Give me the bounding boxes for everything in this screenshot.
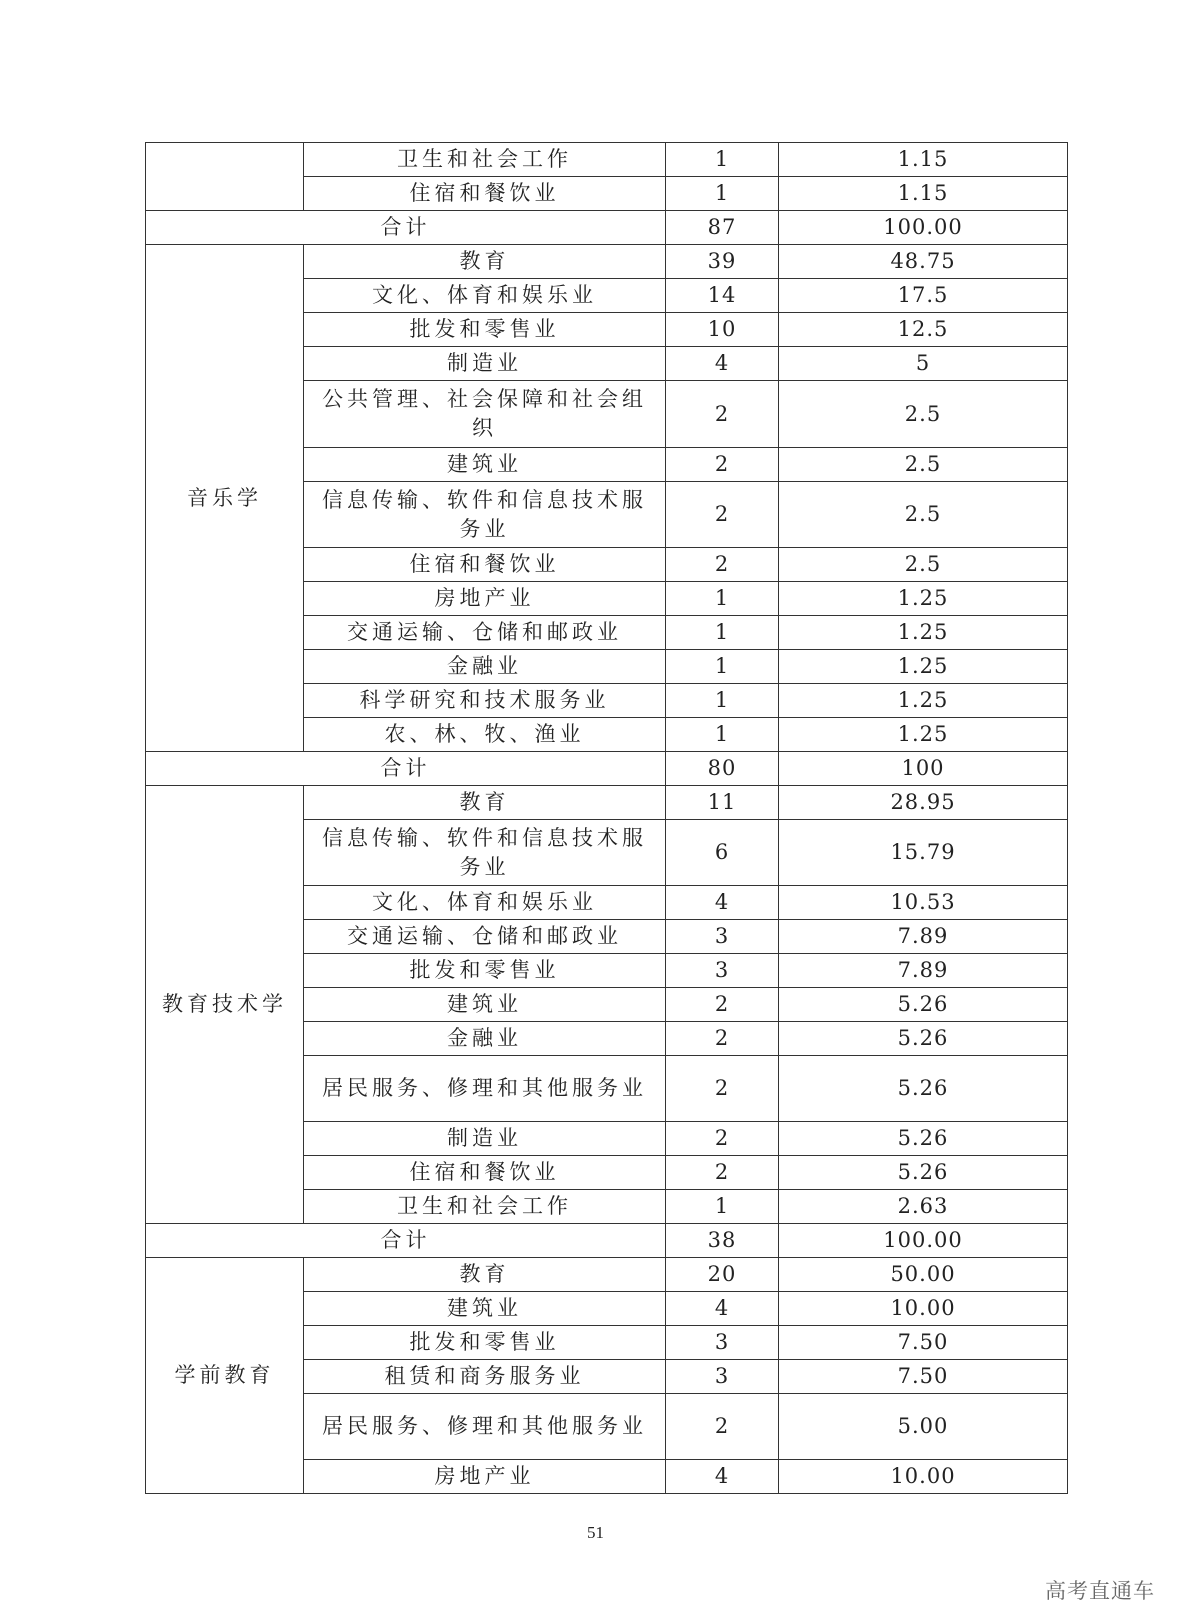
- total-percent: 100: [779, 752, 1068, 786]
- industry-cell: 制造业: [304, 347, 666, 381]
- count-cell: 10: [666, 313, 779, 347]
- industry-cell: 教育: [304, 1258, 666, 1292]
- major-cell-empty: [146, 143, 304, 211]
- industry-cell: 教育: [304, 786, 666, 820]
- count-cell: 2: [666, 1022, 779, 1056]
- count-cell: 1: [666, 143, 779, 177]
- percent-cell: 7.89: [779, 920, 1068, 954]
- count-cell: 3: [666, 954, 779, 988]
- industry-cell: 建筑业: [304, 988, 666, 1022]
- total-row: [146, 211, 1068, 245]
- table-row: [146, 245, 1068, 279]
- percent-cell: 2.5: [779, 548, 1068, 582]
- percent-cell: 1.25: [779, 718, 1068, 752]
- percent-cell: 2.5: [779, 482, 1068, 548]
- count-cell: 1: [666, 616, 779, 650]
- total-percent: 100.00: [779, 1224, 1068, 1258]
- industry-cell: 教育: [304, 245, 666, 279]
- total-label: 合计: [146, 752, 666, 786]
- total-count: 87: [666, 211, 779, 245]
- industry-cell: 建筑业: [304, 448, 666, 482]
- count-cell: 2: [666, 482, 779, 548]
- major-cell: 教育技术学: [146, 786, 304, 1224]
- percent-cell: 5.00: [779, 1394, 1068, 1460]
- percent-cell: 2.5: [779, 381, 1068, 448]
- industry-cell: 居民服务、修理和其他服务业: [304, 1394, 666, 1460]
- count-cell: 4: [666, 347, 779, 381]
- count-cell: 3: [666, 1360, 779, 1394]
- percent-cell: 10.00: [779, 1460, 1068, 1494]
- industry-cell: 农、林、牧、渔业: [304, 718, 666, 752]
- industry-cell: 科学研究和技术服务业: [304, 684, 666, 718]
- industry-cell: 住宿和餐饮业: [304, 1156, 666, 1190]
- count-cell: 1: [666, 177, 779, 211]
- industry-cell: 交通运输、仓储和邮政业: [304, 920, 666, 954]
- industry-cell: 交通运输、仓储和邮政业: [304, 616, 666, 650]
- percent-cell: 10.00: [779, 1292, 1068, 1326]
- employment-industry-table: [145, 142, 1068, 1494]
- percent-cell: 5.26: [779, 988, 1068, 1022]
- industry-cell: 制造业: [304, 1122, 666, 1156]
- total-row: [146, 752, 1068, 786]
- major-cell: 音乐学: [146, 245, 304, 752]
- count-cell: 3: [666, 1326, 779, 1360]
- industry-cell: 金融业: [304, 1022, 666, 1056]
- industry-cell: 房地产业: [304, 582, 666, 616]
- percent-cell: 15.79: [779, 820, 1068, 886]
- percent-cell: 1.25: [779, 616, 1068, 650]
- industry-cell: 租赁和商务服务业: [304, 1360, 666, 1394]
- percent-cell: 1.25: [779, 650, 1068, 684]
- industry-cell: 批发和零售业: [304, 313, 666, 347]
- count-cell: 4: [666, 1292, 779, 1326]
- industry-cell: 住宿和餐饮业: [304, 177, 666, 211]
- industry-cell: 批发和零售业: [304, 1326, 666, 1360]
- count-cell: 2: [666, 448, 779, 482]
- count-cell: 2: [666, 548, 779, 582]
- industry-cell: 卫生和社会工作: [304, 143, 666, 177]
- industry-cell: 信息传输、软件和信息技术服务业: [304, 820, 666, 886]
- percent-cell: 1.25: [779, 684, 1068, 718]
- count-cell: 1: [666, 718, 779, 752]
- percent-cell: 7.50: [779, 1326, 1068, 1360]
- percent-cell: 2.63: [779, 1190, 1068, 1224]
- percent-cell: 5.26: [779, 1056, 1068, 1122]
- percent-cell: 17.5: [779, 279, 1068, 313]
- industry-cell: 金融业: [304, 650, 666, 684]
- count-cell: 4: [666, 1460, 779, 1494]
- percent-cell: 12.5: [779, 313, 1068, 347]
- industry-cell: 房地产业: [304, 1460, 666, 1494]
- percent-cell: 5.26: [779, 1156, 1068, 1190]
- count-cell: 1: [666, 650, 779, 684]
- industry-cell: 公共管理、社会保障和社会组织: [304, 381, 666, 448]
- percent-cell: 7.89: [779, 954, 1068, 988]
- industry-cell: 信息传输、软件和信息技术服务业: [304, 482, 666, 548]
- count-cell: 1: [666, 1190, 779, 1224]
- count-cell: 39: [666, 245, 779, 279]
- total-label: 合计: [146, 211, 666, 245]
- percent-cell: 5.26: [779, 1122, 1068, 1156]
- industry-cell: 居民服务、修理和其他服务业: [304, 1056, 666, 1122]
- total-percent: 100.00: [779, 211, 1068, 245]
- count-cell: 1: [666, 684, 779, 718]
- page-number: 51: [587, 1523, 604, 1542]
- percent-cell: 10.53: [779, 886, 1068, 920]
- count-cell: 2: [666, 1122, 779, 1156]
- industry-cell: 文化、体育和娱乐业: [304, 279, 666, 313]
- table-row: [146, 786, 1068, 820]
- total-count: 38: [666, 1224, 779, 1258]
- total-row: [146, 1224, 1068, 1258]
- percent-cell: 2.5: [779, 448, 1068, 482]
- count-cell: 4: [666, 886, 779, 920]
- percent-cell: 7.50: [779, 1360, 1068, 1394]
- count-cell: 6: [666, 820, 779, 886]
- industry-cell: 卫生和社会工作: [304, 1190, 666, 1224]
- industry-cell: 住宿和餐饮业: [304, 548, 666, 582]
- percent-cell: 50.00: [779, 1258, 1068, 1292]
- industry-cell: 建筑业: [304, 1292, 666, 1326]
- total-count: 80: [666, 752, 779, 786]
- count-cell: 2: [666, 988, 779, 1022]
- count-cell: 1: [666, 582, 779, 616]
- count-cell: 14: [666, 279, 779, 313]
- count-cell: 2: [666, 381, 779, 448]
- table-row: [146, 1258, 1068, 1292]
- count-cell: 2: [666, 1394, 779, 1460]
- count-cell: 20: [666, 1258, 779, 1292]
- percent-cell: 48.75: [779, 245, 1068, 279]
- industry-cell: 文化、体育和娱乐业: [304, 886, 666, 920]
- major-cell: 学前教育: [146, 1258, 304, 1494]
- table-body: [146, 143, 1068, 1494]
- count-cell: 2: [666, 1056, 779, 1122]
- percent-cell: 28.95: [779, 786, 1068, 820]
- percent-cell: 5: [779, 347, 1068, 381]
- count-cell: 3: [666, 920, 779, 954]
- count-cell: 2: [666, 1156, 779, 1190]
- total-label: 合计: [146, 1224, 666, 1258]
- percent-cell: 1.15: [779, 143, 1068, 177]
- count-cell: 11: [666, 786, 779, 820]
- watermark: 高考直通车: [1045, 1579, 1155, 1603]
- percent-cell: 5.26: [779, 1022, 1068, 1056]
- table-row: [146, 143, 1068, 177]
- industry-cell: 批发和零售业: [304, 954, 666, 988]
- percent-cell: 1.25: [779, 582, 1068, 616]
- percent-cell: 1.15: [779, 177, 1068, 211]
